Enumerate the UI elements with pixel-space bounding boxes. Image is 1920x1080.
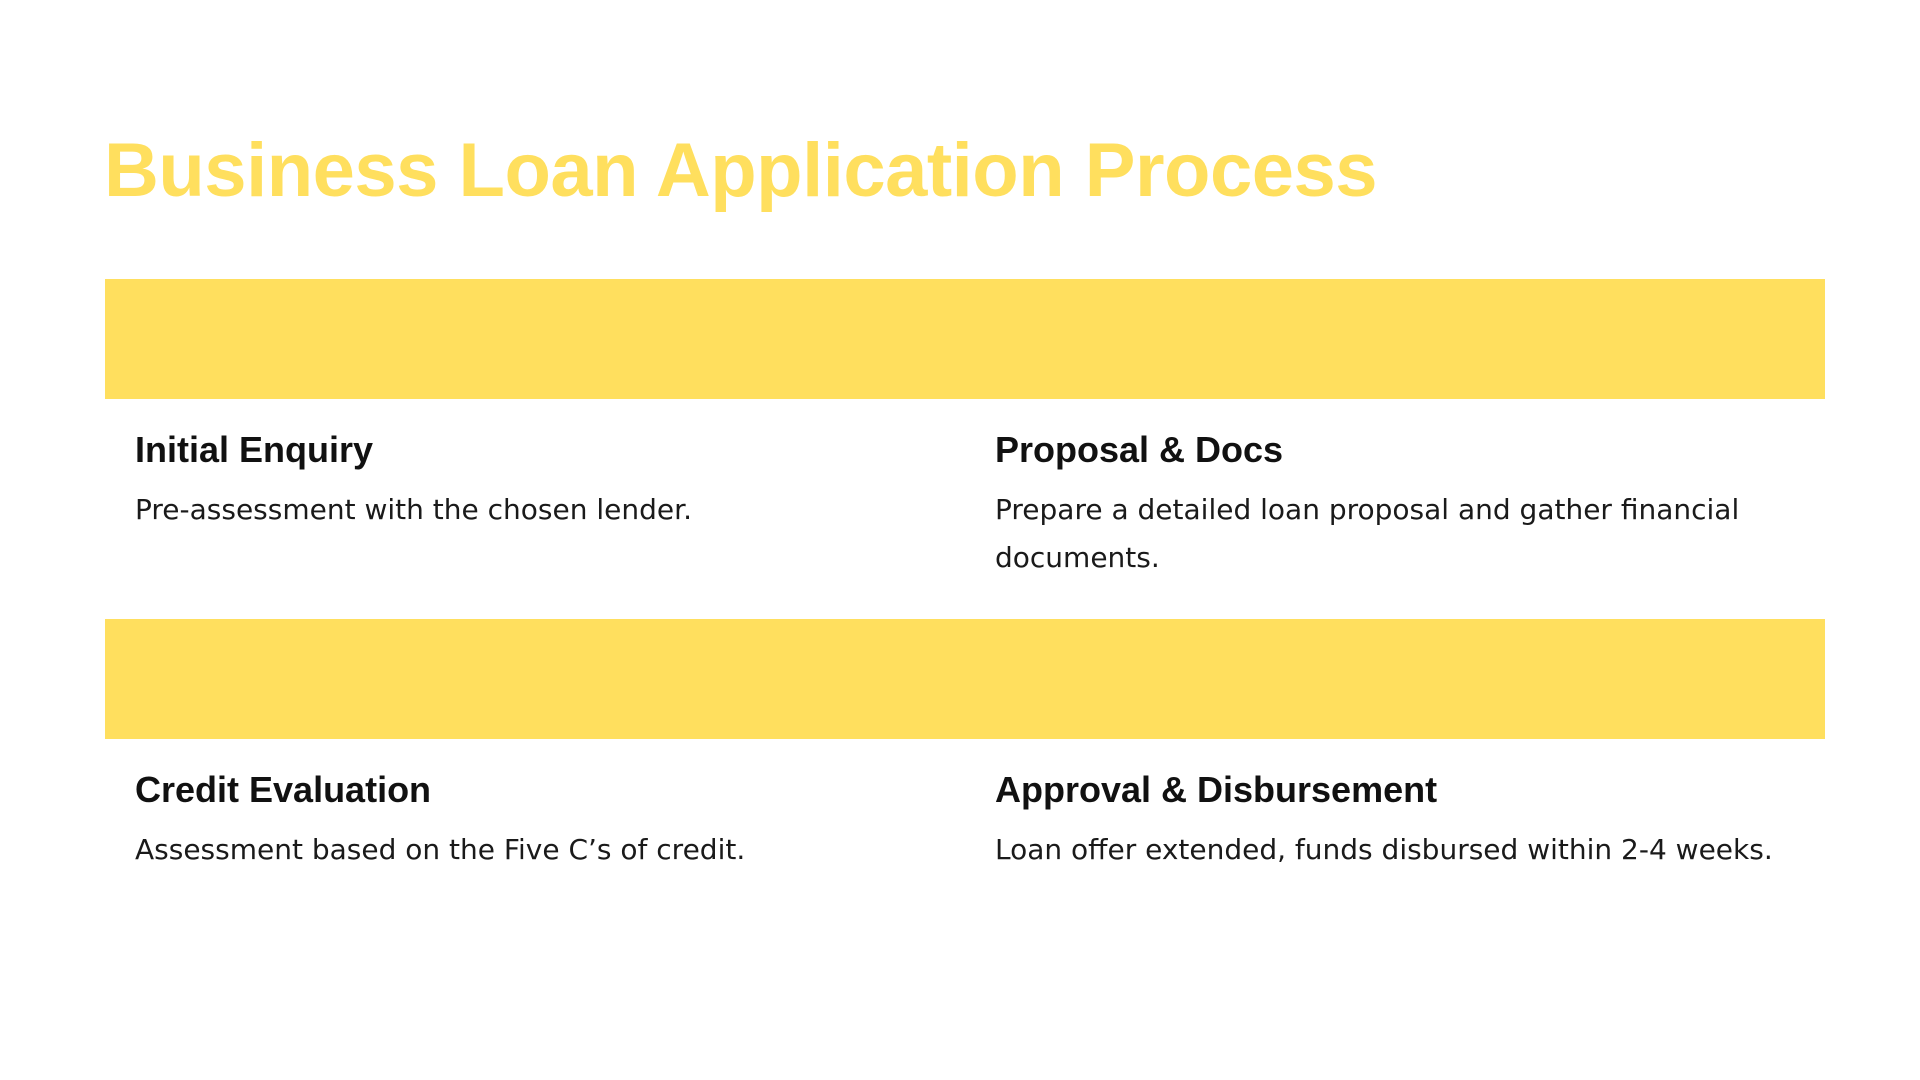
step-initial-enquiry [135,428,955,534]
step-credit-evaluation [135,768,955,874]
step-heading: Initial Enquiry [135,429,374,470]
step-proposal-docs [995,428,1815,582]
step-description: Pre-assessment with the chosen lender. [135,493,692,526]
page-title: Business Loan Application Process [104,128,1378,213]
step-heading: Proposal & Docs [995,429,1284,470]
accent-band-top [105,279,1825,399]
step-approval-disbursement [995,768,1815,874]
step-heading: Approval & Disbursement [995,769,1438,810]
step-description: Loan offer extended, funds disbursed within 2-4 weeks. [995,833,1773,866]
step-heading: Credit Evaluation [135,769,432,810]
step-description: Prepare a detailed loan proposal and gather financial documents. [995,493,1740,574]
step-description: Assessment based on the Five C’s of credit. [135,833,746,866]
accent-band-bottom [105,619,1825,739]
